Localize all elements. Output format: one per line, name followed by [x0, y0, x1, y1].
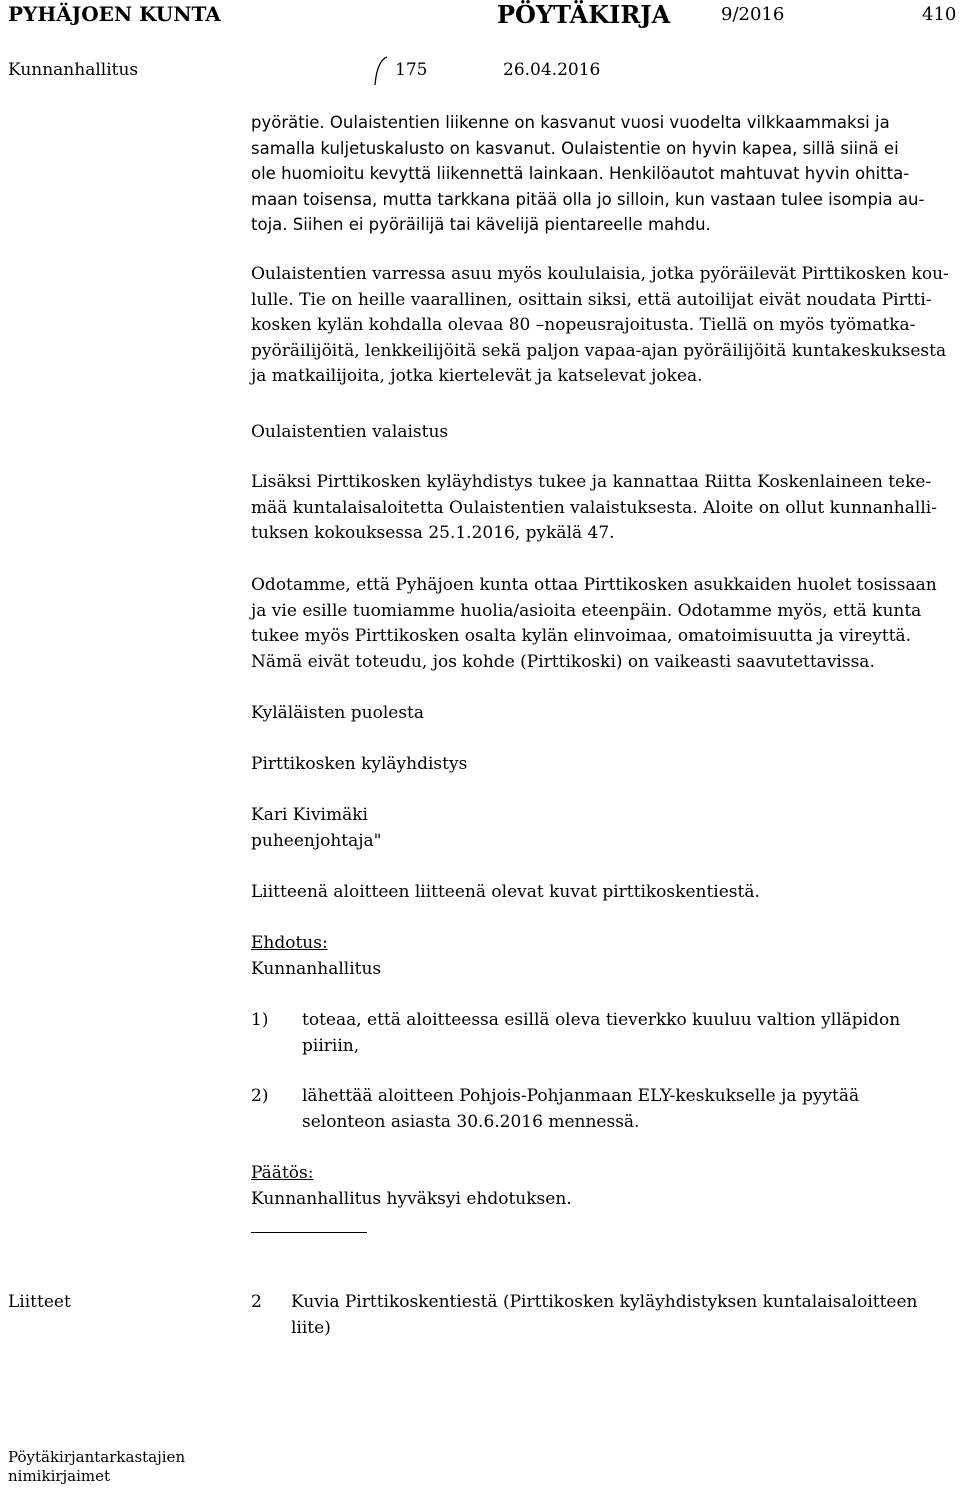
- attachment-line: liite): [291, 1317, 331, 1338]
- proposal-item-text: [302, 1084, 952, 1135]
- paragraph-line: Oulaistentien varressa asuu myös koululaisia, jotka pyöräilevät Pirttikosken kou-: [251, 264, 949, 284]
- attachment-number: 2: [251, 1292, 262, 1312]
- proposal-block: [251, 931, 956, 982]
- association-name: Pirttikosken kyläyhdistys: [251, 754, 468, 774]
- paragraph-line: kosken kylän kohdalla olevaa 80 –nopeusrajoitusta. Tiellä on myös työmatka-: [251, 315, 916, 335]
- proposal-item-line: toteaa, että aloitteessa esillä oleva tieverkko kuuluu valtion ylläpidon: [302, 1010, 901, 1030]
- intro-paragraph: [251, 110, 956, 238]
- intro-line: maan toisensa, mutta tarkkana pitää olla jo silloin, kun vastaan tulee isompia au-: [251, 189, 925, 209]
- proposal-item-line: selonteon asiasta 30.6.2016 mennessä.: [302, 1111, 640, 1132]
- intro-line: samalla kuljetuskalusto on kasvanut. Oulaistentie on hyvin kapea, sillä siinä ei: [251, 138, 899, 158]
- attachments-label: Liitteet: [8, 1292, 71, 1312]
- footer-initials-caption: [8, 1448, 185, 1486]
- footer-line: Pöytäkirjantarkastajien: [8, 1448, 186, 1466]
- section-mark-icon: [371, 55, 389, 87]
- school-paragraph: [251, 262, 956, 390]
- paragraph-line: Lisäksi Pirttikosken kyläyhdistys tukee ja kannattaa Riitta Koskenlaineen teke-: [251, 472, 932, 492]
- proposal-item-line: lähettää aloitteen Pohjois-Pohjanmaan ELY-keskukselle ja pyytää: [302, 1086, 860, 1106]
- paragraph-line: tukee myös Pirttikosken osalta kylän elinvoimaa, omatoimisuutta ja vireyttä.: [251, 626, 912, 646]
- paragraph-line: Nämä eivät toteudu, jos kohde (Pirttikoski) on vaikeasti saavutettavissa.: [251, 651, 875, 672]
- proposal-item-line: piiriin,: [302, 1035, 360, 1056]
- intro-line: pyörätie. Oulaistentien liikenne on kasvanut vuosi vuodelta vilkkaammaksi ja: [251, 113, 890, 132]
- paragraph-line: mää kuntalaisaloitetta Oulaistentien valaistuksesta. Aloite on ollut kunnanhalli-: [251, 497, 937, 518]
- proposal-item-number: 1): [251, 1010, 269, 1030]
- proposer: Kunnanhallitus: [251, 958, 382, 979]
- signatory-block: [251, 803, 956, 854]
- attachment-description: [291, 1290, 951, 1341]
- footer-line: nimikirjaimet: [8, 1467, 111, 1485]
- signatory-name: Kari Kivimäki: [251, 805, 368, 825]
- paragraph-line: Odotamme, että Pyhäjoen kunta ottaa Pirttikosken asukkaiden huolet tosissaan: [251, 575, 937, 595]
- meeting-date: 26.04.2016: [503, 60, 601, 80]
- municipality-name: PYHÄJOEN KUNTA: [8, 2, 221, 26]
- attachment-line: Kuvia Pirttikoskentiestä (Pirttikosken kyläyhdistyksen kuntalaisaloitteen: [291, 1292, 918, 1312]
- expectation-paragraph: [251, 573, 956, 675]
- paragraph-line: lulle. Tie on heille vaarallinen, osittain siksi, että autoilijat eivät noudata Pirtti-: [251, 289, 932, 310]
- issue-number: 9/2016: [721, 4, 785, 25]
- attachment-note: Liitteenä aloitteen liitteenä olevat kuvat pirttikoskentiestä.: [251, 882, 760, 902]
- decision-block: [251, 1161, 956, 1212]
- page-number: 410: [922, 4, 957, 25]
- lighting-paragraph: [251, 470, 956, 547]
- paragraph-line: tuksen kokouksessa 25.1.2016, pykälä 47.: [251, 523, 615, 543]
- decision-rule: [251, 1232, 367, 1233]
- document-type: PÖYTÄKIRJA: [497, 0, 671, 29]
- intro-line: ole huomioitu kevyttä liikennettä lainkaan. Henkilöautot mahtuvat hyvin ohitta-: [251, 164, 910, 183]
- proposal-label: Ehdotus:: [251, 933, 328, 953]
- paragraph-line: ja vie esille tuomiamme huolia/asioita eteenpäin. Odotamme myös, että kunta: [251, 600, 922, 621]
- section-number: 175: [395, 60, 428, 80]
- decision-label: Päätös:: [251, 1163, 314, 1183]
- paragraph-line: pyöräilijöitä, lenkkeilijöitä sekä paljon vapaa-ajan pyöräilijöitä kuntakeskuksesta: [251, 340, 947, 361]
- decision-text: Kunnanhallitus hyväksyi ehdotuksen.: [251, 1188, 572, 1209]
- proposal-item-number: 2): [251, 1086, 269, 1106]
- signatory-title: puheenjohtaja": [251, 830, 382, 851]
- lighting-heading: Oulaistentien valaistus: [251, 422, 449, 442]
- paragraph-line: ja matkailijoita, jotka kiertelevät ja katselevat jokea.: [251, 366, 703, 386]
- intro-line: toja. Siihen ei pyöräilijä tai kävelijä pientareelle mahdu.: [251, 215, 711, 234]
- proposal-item-text: [302, 1008, 952, 1059]
- header-body: Kunnanhallitus: [8, 60, 139, 80]
- on-behalf-text: Kyläläisten puolesta: [251, 703, 425, 723]
